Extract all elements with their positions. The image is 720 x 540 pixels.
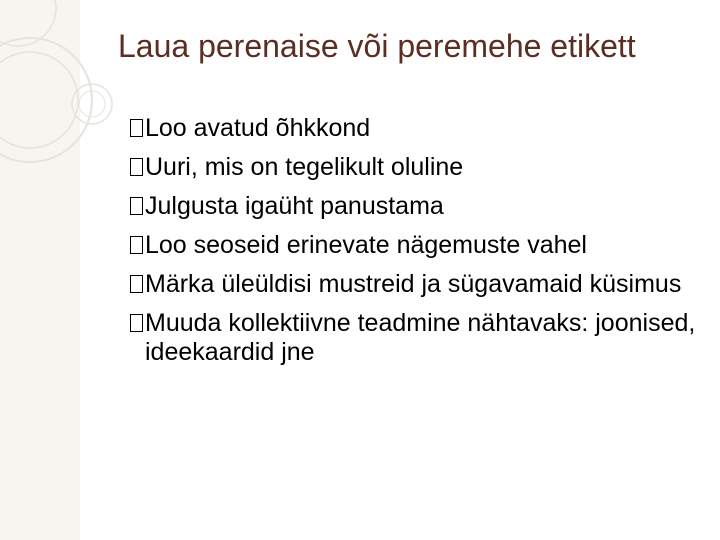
- bullet-item: [130, 309, 705, 367]
- bullet-item: [130, 192, 705, 221]
- bullet-box-icon: [130, 314, 143, 332]
- bullet-text: Uuri, mis on tegelikult oluline: [145, 153, 464, 181]
- bullet-box-icon: [130, 236, 143, 254]
- bullet-text: Märka üleüldisi mustreid ja sügavamaid küsimus: [145, 270, 682, 298]
- bullet-text: Muuda kollektiivne teadmine nähtavaks: joonised, ideekaardid jne: [145, 309, 696, 366]
- bullet-item: [130, 270, 705, 299]
- bullet-box-icon: [130, 275, 143, 293]
- slide-title: Laua perenaise või peremehe etikett: [118, 28, 636, 64]
- bullet-box-icon: [130, 158, 143, 176]
- bullet-item: [130, 231, 705, 260]
- bullet-text: Loo seoseid erinevate nägemuste vahel: [145, 231, 587, 259]
- bullet-text: Loo avatud õhkkond: [145, 114, 371, 142]
- decorative-circles: [0, 0, 120, 240]
- bullet-text: Julgusta igaüht panustama: [145, 192, 444, 220]
- decor-circle-top: [0, 0, 56, 46]
- bullet-box-icon: [130, 197, 143, 215]
- bullet-item: [130, 114, 705, 143]
- decor-circle-medium: [0, 52, 78, 148]
- bullet-item: [130, 153, 705, 182]
- bullet-list: [130, 114, 705, 377]
- bullet-box-icon: [130, 119, 143, 137]
